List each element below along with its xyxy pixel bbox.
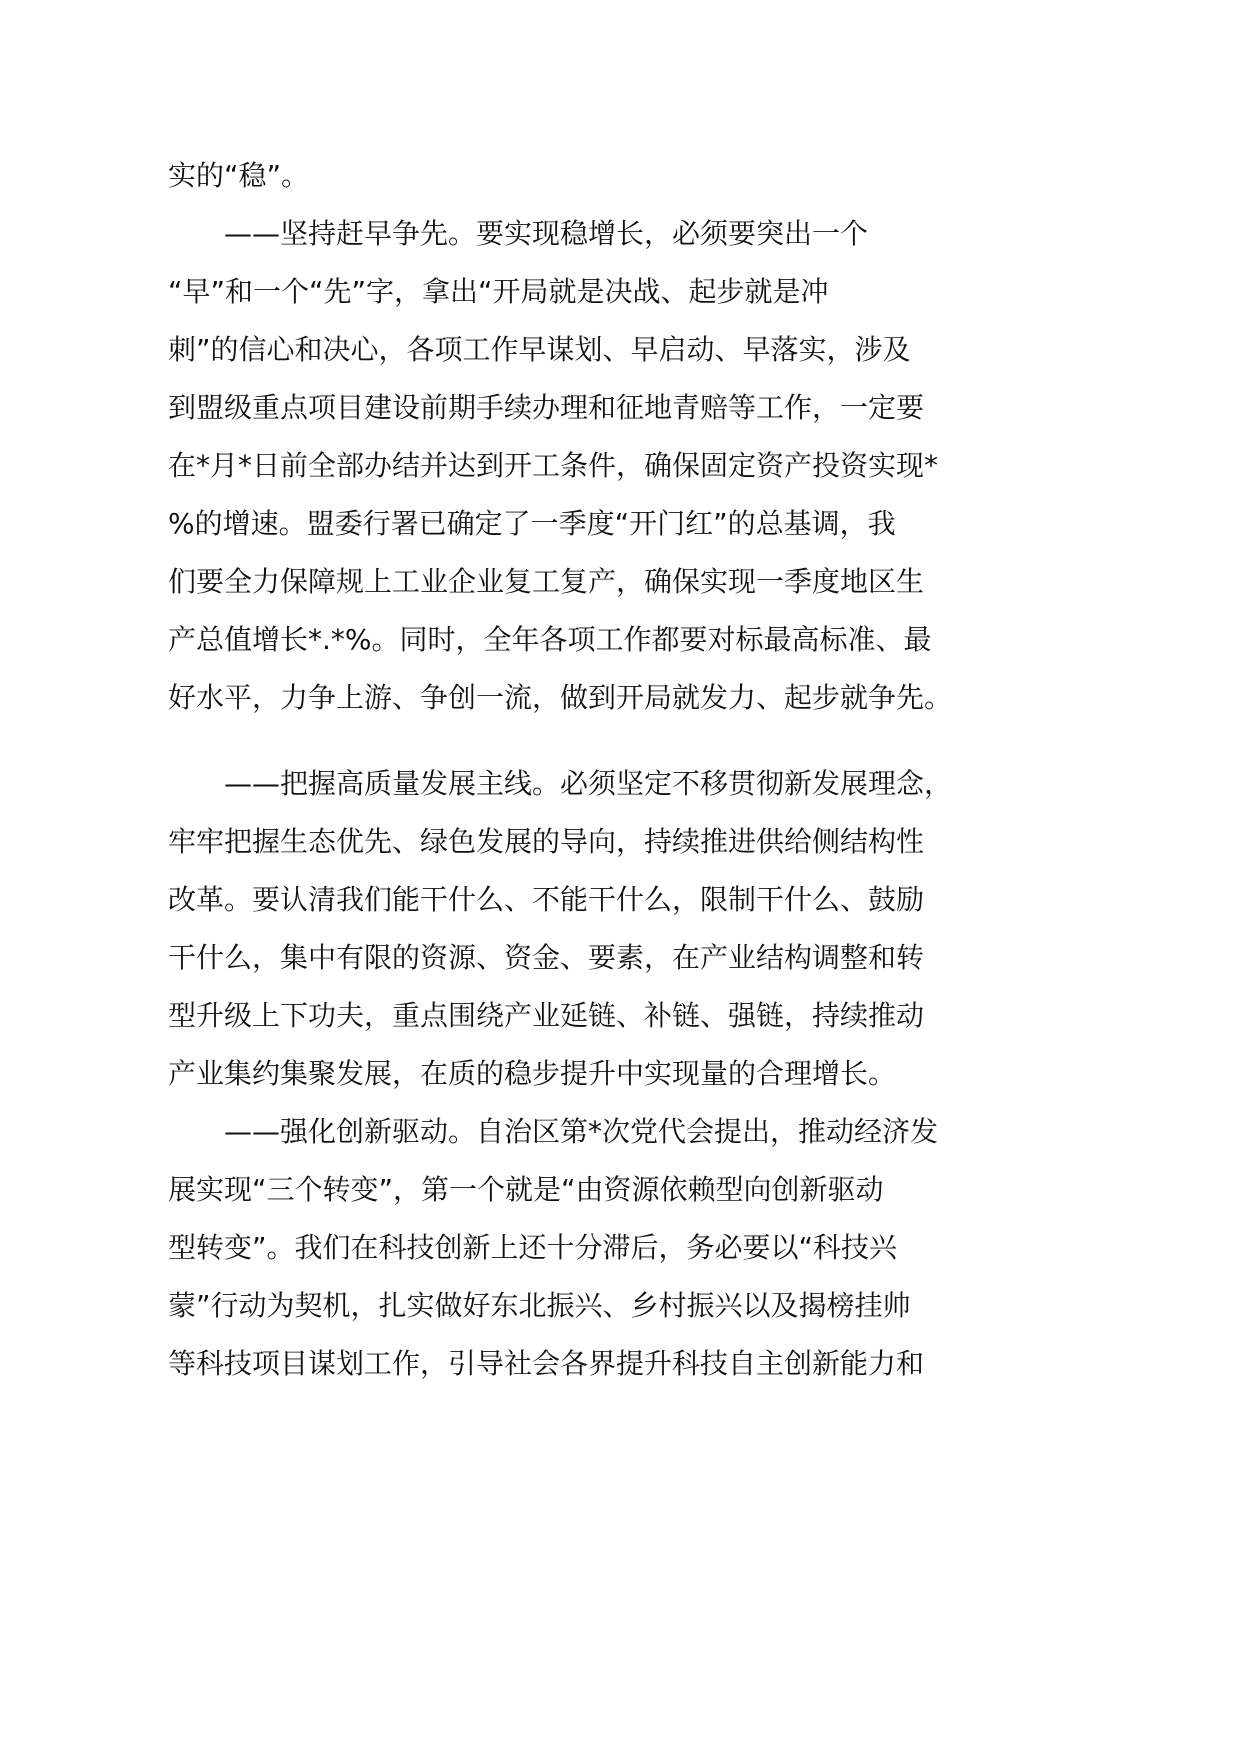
text-line: 蒙”行动为契机，扎实做好东北振兴、乡村振兴以及揭榜挂帅 xyxy=(168,1289,911,1322)
text-line: ——把握高质量发展主线。必须坚定不移贯彻新发展理念， xyxy=(224,767,953,800)
paragraph-continuation xyxy=(168,147,968,205)
paragraph-quality-development xyxy=(168,755,968,1103)
body-text xyxy=(168,147,968,1393)
text-line: ——强化创新驱动。自治区第*次党代会提出，推动经济发 xyxy=(224,1115,939,1148)
text-line: 牢牢把握生态优先、绿色发展的导向，持续推进供给侧结构性 xyxy=(168,825,925,858)
text-line: 刺”的信心和决心，各项工作早谋划、早启动、早落实，涉及 xyxy=(168,333,911,366)
text-line: 好水平，力争上游、争创一流，做到开局就发力、起步就争先。 xyxy=(168,681,953,714)
text-line: 们要全力保障规上工业企业复工复产，确保实现一季度地区生 xyxy=(168,565,925,598)
paragraph-innovation-drive xyxy=(168,1103,968,1393)
text-line: “早”和一个“先”字，拿出“开局就是决战、起步就是冲 xyxy=(168,275,829,308)
text-line: %的增速。盟委行署已确定了一季度“开门红”的总基调，我 xyxy=(168,507,896,540)
text-line: 产总值增长*.*%。同时，全年各项工作都要对标最高标准、最 xyxy=(168,623,932,656)
text-line: 型转变”。我们在科技创新上还十分滞后，务必要以“科技兴 xyxy=(168,1231,898,1264)
text-line: 型升级上下功夫，重点围绕产业延链、补链、强链，持续推动 xyxy=(168,999,925,1032)
text-line: 在*月*日前全部办结并达到开工条件，确保固定资产投资实现* xyxy=(168,449,939,482)
text-line: ——坚持赶早争先。要实现稳增长，必须要突出一个 xyxy=(224,217,869,250)
paragraph-early-start xyxy=(168,205,968,727)
text-line: 实的“稳”。 xyxy=(168,159,310,192)
paragraph-spacer xyxy=(168,727,968,755)
text-line: 展实现“三个转变”，第一个就是“由资源依赖型向创新驱动 xyxy=(168,1173,884,1206)
text-line: 等科技项目谋划工作，引导社会各界提升科技自主创新能力和 xyxy=(168,1347,925,1380)
text-line: 干什么，集中有限的资源、资金、要素，在产业结构调整和转 xyxy=(168,941,925,974)
text-line: 到盟级重点项目建设前期手续办理和征地青赔等工作，一定要 xyxy=(168,391,925,424)
text-line: 改革。要认清我们能干什么、不能干什么，限制干什么、鼓励 xyxy=(168,883,925,916)
text-line: 产业集约集聚发展，在质的稳步提升中实现量的合理增长。 xyxy=(168,1057,897,1090)
